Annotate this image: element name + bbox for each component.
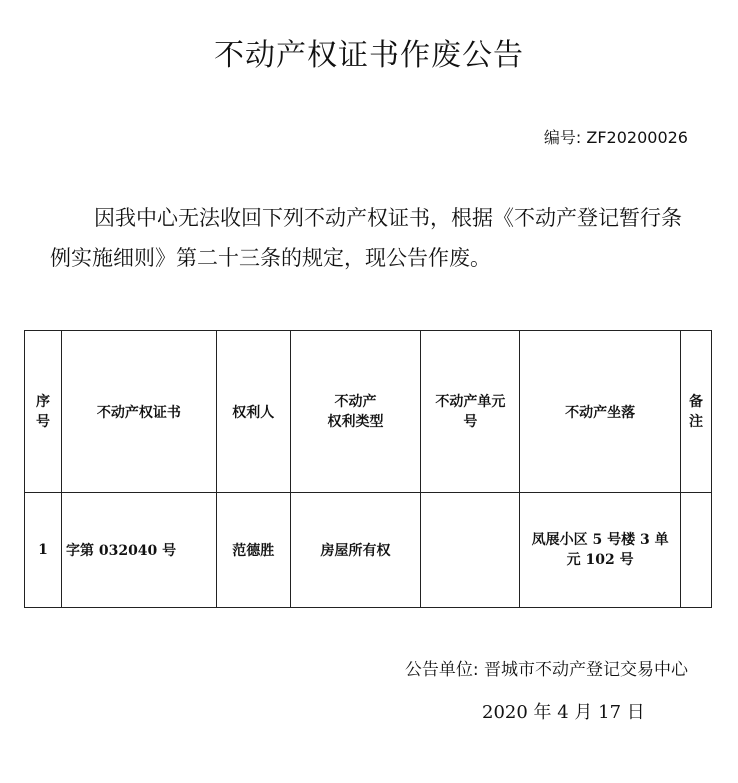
cell-unit-no	[421, 493, 520, 608]
table-row	[25, 493, 712, 608]
cell-holder: 范德胜	[216, 493, 290, 608]
header-right-type: 不动产 权利类型	[290, 331, 421, 493]
document-number: 编号: ZF20200026	[543, 128, 688, 147]
cell-seq: 1	[25, 493, 62, 608]
header-holder: 权利人	[216, 331, 290, 493]
header-location: 不动产坐落	[520, 331, 681, 493]
cell-right-type: 房屋所有权	[290, 493, 421, 608]
cell-location: 凤展小区 5 号楼 3 单 元 102 号	[520, 493, 681, 608]
table-header-row	[25, 331, 712, 493]
cell-cert: 字第 032040 号	[61, 493, 216, 608]
announcement-text: 因我中心无法收回下列不动产权证书，根据《不动产登记暂行条例实施细则》第二十三条的规定，现公告作废。	[50, 206, 682, 270]
certificate-table	[24, 330, 712, 608]
announcement-body	[50, 198, 700, 278]
cell-remark	[681, 493, 712, 608]
issue-date: 2020 年 4 月 17 日	[482, 702, 645, 723]
header-cert: 不动产权证书	[61, 331, 216, 493]
header-unit-no: 不动产单元 号	[421, 331, 520, 493]
issuer: 公告单位: 晋城市不动产登记交易中心	[404, 660, 688, 680]
header-seq: 序 号	[25, 331, 62, 493]
page-title: 不动产权证书作废公告	[214, 38, 524, 73]
header-remark: 备 注	[681, 331, 712, 493]
